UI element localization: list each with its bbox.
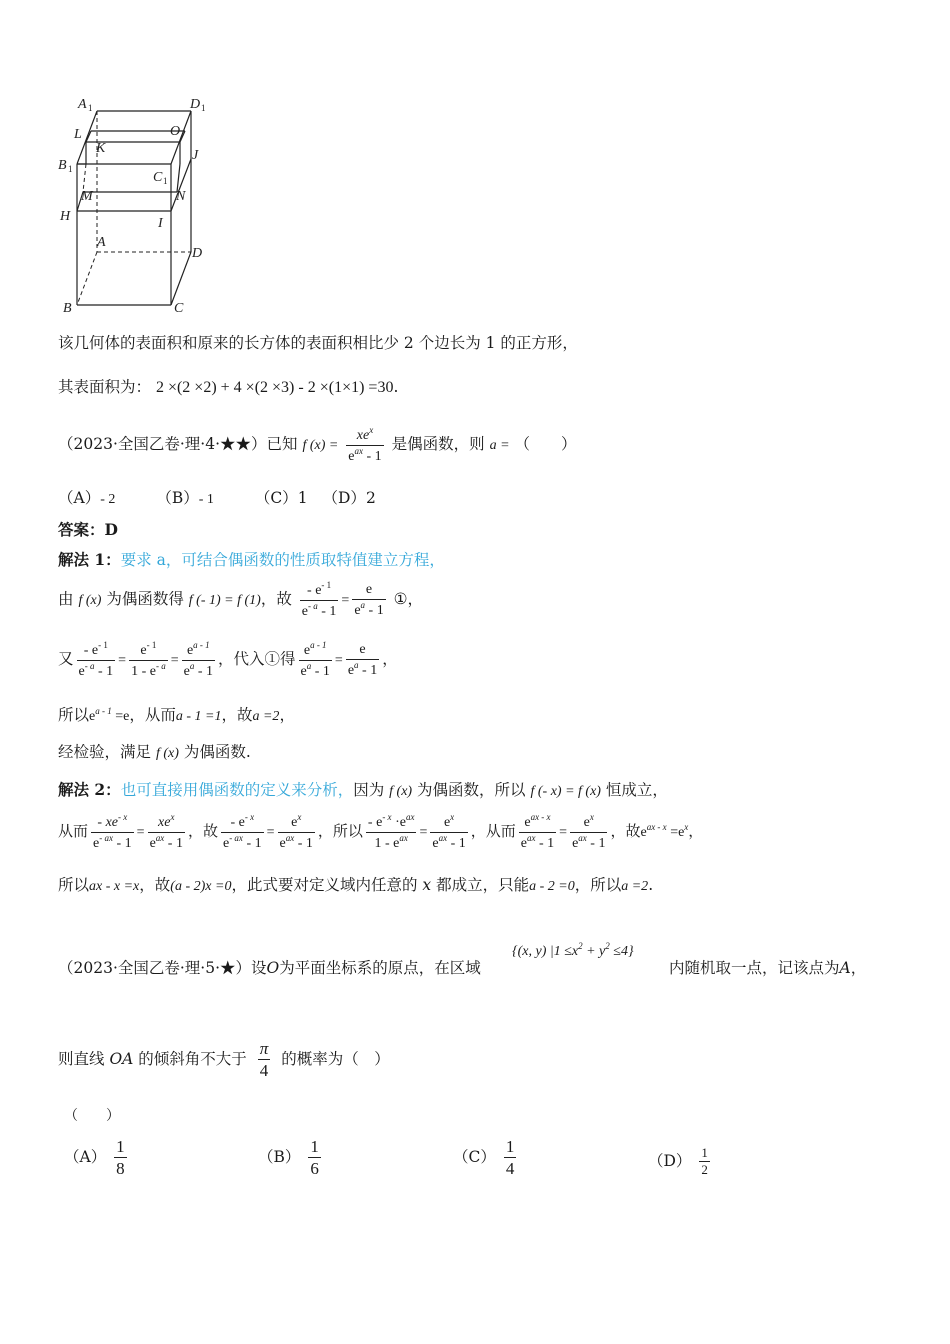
q5-l2-t1: 则直线 (58, 1049, 105, 1068)
m2l2-frac-h (570, 812, 607, 852)
m1l1-lnum-sup: - 1 (321, 580, 332, 590)
q4-blank: （ ） (514, 435, 577, 453)
m2l1-t3: 恒成立， (605, 781, 668, 799)
m1l3-eq2: a - 1 =1 (175, 709, 222, 724)
q5-opt-a-frac (114, 1136, 127, 1180)
q4-option-b (156, 489, 214, 507)
q4-stem (58, 425, 576, 465)
label-b1-sub: 1 (68, 164, 73, 174)
m1l1-left-frac (300, 580, 339, 620)
m1l4-t1: 经检验，满足 (58, 743, 152, 761)
label-i: I (158, 216, 163, 231)
q5-option-d (648, 1145, 713, 1179)
q5-region-a: {(x, y) |1 ≤x (512, 944, 579, 959)
m1l2-n2: e (140, 643, 147, 658)
m2l2-frac-f (430, 812, 467, 852)
q4-m1-line4 (58, 740, 251, 762)
m1l2-d3t: - 1 (194, 663, 213, 679)
q5-opt-a-label: （A） (64, 1147, 107, 1166)
label-k: K (96, 141, 106, 156)
label-b: B (63, 301, 72, 316)
surface-area-formula: 2 ×(2 ×2) + 4 ×(2 ×3) - 2 ×(1×1) =30 (155, 379, 394, 396)
m2l2-gu2: ，故 (610, 822, 641, 840)
label-a: A (97, 235, 106, 250)
label-d1: D (190, 97, 201, 112)
q5-option-c (453, 1136, 519, 1180)
m2l1-eq: f (- x) = f (x) (530, 784, 601, 799)
m1l2-d3s: a (189, 660, 195, 671)
label-n: N (176, 189, 186, 204)
m2l2-e-ns: - x (382, 812, 392, 822)
m2l2-e-n2: ·e (391, 815, 406, 830)
m2l1-t2: 为偶函数，所以 (417, 781, 526, 799)
m1l2-d5: e (347, 662, 355, 678)
q5-opt-b-label: （B） (258, 1147, 301, 1166)
m1l2-end: ， (382, 650, 398, 668)
m1l3-eq1b: e (89, 709, 96, 724)
q5-end: ， (850, 959, 867, 977)
m2l2-h-n: e (583, 815, 590, 830)
m2l2-frac-d (278, 812, 315, 852)
m2l2-fin: e (640, 825, 647, 840)
m2l2-h-ds: ax (578, 832, 587, 843)
m1l1-you: 由 (58, 590, 74, 608)
m2l2-e-ds: ax (399, 832, 408, 843)
m2l2-h-d: e (572, 835, 579, 851)
m2l2-f-ds: ax (438, 832, 448, 843)
q5-opt-b-num: 1 (308, 1136, 321, 1158)
m1l2-d1: e (78, 663, 85, 679)
m2l2-c-ds: - ax (229, 832, 243, 843)
q4-m1-hint: 要求 a，可结合偶函数的性质取特值建立方程， (120, 551, 445, 569)
m1l2-you: 又 (58, 650, 74, 668)
q5-option-a (64, 1136, 130, 1180)
m2l2-h-ns: x (589, 812, 594, 822)
m1l2-frac1 (77, 640, 116, 680)
q5-l2-t2: 的倾斜角不大于 (138, 1049, 247, 1068)
m2l2-e-d: 1 - e (374, 835, 400, 851)
m2l1-t1: 因为 (353, 781, 385, 799)
q4-answer: 答案：D (58, 520, 118, 539)
m1l1-lnum: - e (307, 583, 322, 598)
m1l2-frac3 (182, 640, 215, 680)
m2l2-b-n: xe (158, 815, 171, 830)
q4-option-d (323, 489, 376, 507)
q4-f-fraction (346, 425, 383, 465)
m2l2-a-d: e (93, 835, 100, 851)
m2l2-a-ds: - ax (99, 832, 113, 843)
m2l2-g-n: e (524, 815, 531, 830)
m1l2-n1s: - 1 (98, 640, 108, 650)
m2l3-eq3: a - 2 =0 (529, 879, 575, 894)
m1l2-frac5 (346, 641, 379, 679)
m1l2-d2: 1 - e (131, 663, 156, 679)
m2l3-suoyi: 所以 (58, 876, 90, 894)
label-a1-sub: 1 (88, 103, 93, 113)
m1l1-lden: e (301, 603, 308, 619)
q4-m2-line2: 从而 $\frac{- xe^{- x}}{e^{- ax} - 1}$ = $\frac{xe^x}{e^{ax} - 1}$ ，故 $\frac{- e^{- x}}{e^{- ax} - 1}$ = $\frac{e^x}{e^{ax} - 1}$ ，所以 $\frac{- e^{- x} \cdot e^{ax}}{1 - e^{ax}}$ = $\frac{e^x}{e^{ax} - 1}$ ，从而 $\frac{e^{ax - x}}{e^{ax} - 1}$ = $\frac{e^x}{e^{ax} - 1}$ ，故$e^{ax - x} =e^x$， (58, 812, 704, 851)
q5-opt-a-den: 8 (116, 1159, 125, 1179)
m1l2-d5s: a (354, 659, 359, 670)
q5-opt-c-den: 4 (505, 1159, 515, 1179)
m2l2-fins2: x (684, 822, 689, 832)
m2l3-eq4: a =2 (621, 879, 649, 894)
q5-opt-c-label: （C） (453, 1147, 496, 1166)
m2l2-b-ds: ax (155, 832, 165, 843)
label-b1: B (58, 158, 67, 173)
m1l2-n4: e (303, 643, 311, 658)
m2l2-congr: ，从而 (470, 822, 516, 840)
label-c1-sub: 1 (163, 176, 168, 186)
m1l3-end: ， (279, 706, 295, 724)
label-c: C (174, 301, 184, 316)
q4-option-d-label: （D） (322, 489, 366, 507)
m2l2-f-ns: x (450, 812, 455, 822)
m1l2-d4t: - 1 (311, 663, 330, 679)
label-o: O (170, 124, 181, 139)
q5-opt-b-frac (308, 1136, 321, 1180)
q5-t1: 为平面坐标系的原点，在区域 (279, 959, 481, 977)
m2l3-end: . (648, 876, 654, 894)
m1l2-sub: ，代入①得 (218, 650, 296, 668)
m2l2-gu: ，故 (187, 822, 218, 840)
q4-a-eq: a = (489, 438, 510, 453)
m1l1-rden-tail: - 1 (365, 602, 384, 618)
q5-t2: 内随机取一点，记该点为 (669, 959, 840, 977)
q4-option-b-label: （B） (156, 489, 199, 507)
q4-source: （2023·全国乙卷·理·4·★★）已知 (58, 435, 298, 453)
m2l2-frac-g (519, 812, 556, 852)
m2l1-fx: f (x) (389, 784, 413, 799)
m1l1-fx: f (x) (78, 593, 102, 608)
m1l2-n2s: - 1 (146, 640, 157, 650)
m1l2-n3s: a - 1 (193, 640, 210, 650)
m1l2-d4: e (300, 663, 307, 679)
prev-line-2 (58, 375, 398, 397)
m1l4-t2: 为偶函数. (183, 743, 251, 761)
q4-f-num: xe (356, 428, 370, 443)
m2l2-fins: ax - x (646, 822, 667, 832)
q5-pi-den: 4 (258, 1059, 271, 1081)
q4-f-label: f (x) = (302, 438, 339, 453)
q4-m1-line1 (58, 580, 423, 620)
m1l1-gu: ，故 (260, 590, 292, 608)
label-d1-sub: 1 (201, 103, 206, 113)
m1l2-d5t: - 1 (358, 662, 378, 678)
m1l2-n5: e (346, 641, 379, 660)
q5-stem-right (669, 956, 866, 978)
prev-line-1: 该几何体的表面积和原来的长方体的表面积相比少 2 个边长为 1 的正方形， (58, 334, 578, 352)
q5-a: A (839, 959, 851, 977)
q5-opt-a-num: 1 (114, 1136, 127, 1158)
label-j: J (192, 148, 199, 163)
label-m: M (81, 189, 93, 204)
q5-stem-left (58, 956, 481, 978)
m2l2-c-ns: - x (244, 812, 255, 822)
q5-region-s2: 2 (605, 941, 610, 951)
q4-method1-header (58, 548, 445, 570)
m2l3-eq1: ax - x =x (89, 879, 140, 894)
q5-opt-d-label: （D） (648, 1151, 692, 1170)
q4-m1-line3 (58, 703, 295, 725)
q5-opt-b-den: 6 (310, 1159, 319, 1179)
m2l2-g-d: e (520, 835, 527, 851)
m1l1-eq: f (- 1) = f (1) (188, 593, 261, 608)
prism-figure (50, 90, 230, 322)
m2l2-t1: 从而 (58, 822, 89, 840)
m2l3-t2: 都成立，只能 (436, 876, 530, 894)
m2l2-d-dt: - 1 (294, 835, 313, 851)
m2l2-f-n: e (443, 815, 451, 830)
m2l3-eq2: (a - 2)x =0 (170, 879, 232, 894)
q5-line2 (58, 1038, 390, 1082)
q5-opt-d-den: 2 (701, 1162, 708, 1178)
q4-m2-line3 (58, 873, 653, 895)
m1l2-d2s: - a (155, 660, 166, 671)
q4-option-d-value: 2 (365, 489, 376, 507)
q5-pi-frac (258, 1038, 271, 1082)
m1l2-d1t: - 1 (94, 663, 114, 679)
q5-oa: OA (109, 1049, 134, 1068)
q5-opt-c-frac (504, 1136, 517, 1180)
q4-m2-hint: 也可直接用偶函数的定义来分析， (120, 781, 354, 799)
m2l2-g-ds: ax (526, 832, 536, 843)
q4-m1-label: 解法 1： (58, 550, 121, 569)
m1l3-gu: ，故 (221, 706, 253, 724)
m1l3-mid: ，从而 (129, 706, 176, 724)
m2l2-end: ， (688, 822, 704, 840)
m2l2-frac-e (366, 812, 417, 852)
m1l1-right-frac (352, 581, 385, 619)
m2l2-frac-b (148, 812, 185, 852)
m1l3-eq3: a =2 (252, 709, 280, 724)
q5-l2-t3: 的概率为（ ） (281, 1049, 390, 1068)
q5-opt-c-num: 1 (504, 1136, 517, 1158)
m1l2-n3: e (186, 643, 194, 658)
q5-region-s1: 2 (578, 941, 583, 951)
m1l3-eq1t: =e (111, 709, 130, 724)
q5-region-mid: + y (582, 944, 606, 959)
q4-method2-header (58, 778, 668, 800)
m2l2-e-n2s: ax (405, 812, 415, 822)
q5-source: （2023·全国乙卷·理·5·★）设 (58, 959, 267, 977)
m1l1-lden-sup: - a (308, 600, 318, 611)
m2l2-f-d: e (432, 835, 439, 851)
m1l1-mid: 为偶函数得 (106, 590, 184, 608)
m2l2-b-d: e (149, 835, 156, 851)
m1l1-circle: ①， (393, 590, 424, 608)
m1l4-fx: f (x) (155, 746, 179, 761)
m2l2-c-n: - e (230, 815, 245, 830)
q5-opt-d-num: 1 (699, 1145, 710, 1162)
q4-f-den-sup: ax (354, 445, 363, 456)
q4-option-a-label: （A） (58, 489, 101, 507)
m2l2-a-dt: - 1 (112, 835, 132, 851)
q4-options (58, 486, 376, 508)
m2l2-fint: =e (666, 825, 685, 840)
m2l2-frac-a (91, 812, 134, 852)
m2l2-frac-c (221, 812, 264, 852)
m1l1-eqs: = (341, 593, 350, 608)
label-h: H (60, 209, 71, 224)
m2l2-e-n: - e (367, 815, 383, 830)
m2l2-b-dt: - 1 (164, 835, 183, 851)
q4-option-a-value: - 2 (100, 492, 116, 507)
m2l2-f-dt: - 1 (447, 835, 466, 851)
q4-option-c-label: （C） (254, 489, 298, 507)
m1l1-rden-sup: a (360, 599, 366, 610)
q4-option-c (255, 489, 308, 507)
m2l3-xv: x (422, 876, 432, 894)
label-l: L (74, 127, 82, 142)
m2l2-c-dt: - 1 (242, 835, 262, 851)
q4-m1-line2: 又 $\frac{- e^{- 1}}{e^{- a} - 1}$ = $\frac{e^{- 1}}{1 - e^{- a}}$ = $\frac{e^{a - 1}}{e^a - 1}$ ，代入①得 $\frac{e^{a - 1}}{e^a - 1}$ = $\frac{e}{e^a - 1}$ ， (58, 640, 398, 679)
m1l2-n4s: a - 1 (310, 640, 327, 650)
m2l2-h-dt: - 1 (586, 835, 606, 851)
m1l1-rden: e (354, 602, 361, 618)
q5-region (512, 941, 634, 960)
m2l2-d-n: e (291, 815, 298, 830)
m2l2-suoyi: ，所以 (317, 822, 363, 840)
m2l2-a-ns: - x (118, 812, 128, 822)
q4-option-a (58, 489, 115, 507)
m1l2-d3: e (183, 663, 190, 679)
label-c1: C (153, 170, 163, 185)
m2l3-gu: ，故 (139, 876, 171, 894)
m2l2-c-d: e (222, 835, 230, 851)
m2l2-d-ds: ax (285, 832, 295, 843)
m2l2-g-dt: - 1 (535, 835, 555, 851)
m1l1-rnum: e (352, 581, 385, 600)
q4-option-b-value: - 1 (198, 492, 214, 507)
q4-f-den-tail: - 1 (363, 448, 382, 464)
q5-option-b (258, 1136, 324, 1180)
prev-end: . (393, 378, 399, 396)
q5-o: O (266, 959, 280, 977)
label-a1: A (78, 97, 87, 112)
q5-blank: （ ） (64, 1108, 120, 1124)
m2l2-a-n: - xe (97, 815, 118, 830)
m2l2-b-ns: x (170, 812, 175, 822)
m1l2-d4s: a (306, 660, 312, 671)
prev-label: 其表面积为： (58, 378, 152, 396)
m1l1-lden-tail: - 1 (317, 603, 337, 619)
m1l2-frac4 (299, 640, 332, 680)
q4-text-after: 是偶函数，则 (391, 435, 485, 453)
m2l2-d-ns: x (297, 812, 302, 822)
m2l3-t1: ，此式要对定义域内任意的 (231, 876, 418, 894)
q5-opt-d-frac (699, 1145, 710, 1179)
m1l2-d1s: - a (84, 660, 95, 671)
m1l2-frac2 (129, 640, 168, 680)
q4-f-den: e (348, 448, 355, 464)
m1l3-eq1s: a - 1 (95, 706, 112, 716)
m1l2-n1: - e (83, 643, 99, 658)
m2l3-t3: ，所以 (574, 876, 622, 894)
q5-region-end: ≤4} (609, 944, 634, 959)
q5-pi-num: π (259, 1039, 269, 1058)
q4-m2-label: 解法 2： (58, 780, 121, 799)
q4-f-num-sup: x (369, 425, 374, 435)
m2l2-g-ns: ax - x (530, 812, 551, 822)
m1l3-suoyi: 所以 (58, 706, 90, 724)
m2l2-d-d: e (279, 835, 286, 851)
q4-option-c-value: 1 (297, 489, 308, 507)
label-d: D (192, 246, 203, 261)
